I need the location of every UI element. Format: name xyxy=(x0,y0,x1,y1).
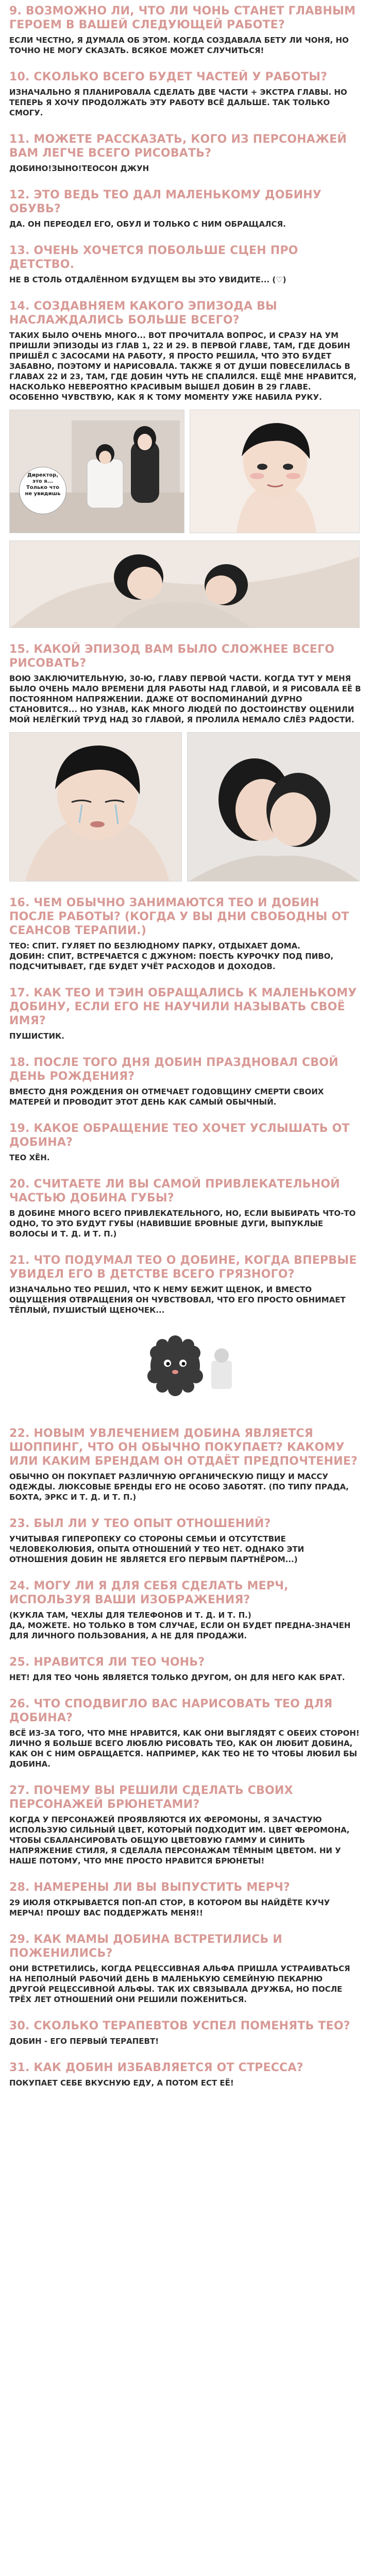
qa-31 xyxy=(9,2061,362,2088)
answer: 29 ИЮЛЯ ОТКРЫВАЕТСЯ ПОП-АП СТОР, В КОТОРОМ ВЫ НАЙДЁТЕ КУЧУ МЕРЧА! ПРОШУ ВАС ПОДДЕРЖАТЬ МЕНЯ!! xyxy=(9,1898,330,1918)
comic-panel-crying xyxy=(9,732,182,882)
comic-panel-kiss xyxy=(187,732,360,882)
qa-15 xyxy=(9,642,362,725)
question: 21. ЧТО ПОДУМАЛ ТЕО О ДОБИНЕ, КОГДА ВПЕРВЫЕ УВИДЕЛ ЕГО В ДЕТСТВЕ ВСЕГО ГРЯЗНОГО? xyxy=(9,1254,357,1281)
question: 9. ВОЗМОЖНО ЛИ, ЧТО ЛИ ЧОНЬ СТАНЕТ ГЛАВНЫМ ГЕРОЕМ В ВАШЕЙ СЛЕДУЮЩЕЙ РАБОТЕ? xyxy=(9,5,356,31)
question: 23. БЫЛ ЛИ У ТЕО ОПЫТ ОТНОШЕНИЙ? xyxy=(9,1517,271,1530)
question: 19. КАКОЕ ОБРАЩЕНИЕ ТЕО ХОЧЕТ УСЛЫШАТЬ ОТ ДОБИНА? xyxy=(9,1122,350,1149)
question: 11. МОЖЕТЕ РАССКАЗАТЬ, КОГО ИЗ ПЕРСОНАЖЕЙ ВАМ ЛЕГЧЕ ВСЕГО РИСОВАТЬ? xyxy=(9,133,347,160)
qa-10 xyxy=(9,70,362,118)
question: 29. КАК МАМЫ ДОБИНА ВСТРЕТИЛИСЬ И ПОЖЕНИЛИСЬ? xyxy=(9,1933,282,1960)
blushing-character-image xyxy=(190,410,360,533)
question: 24. МОГУ ЛИ Я ДЛЯ СЕБЯ СДЕЛАТЬ МЕРЧ, ИСПОЛЬЗУЯ ВАШИ ИЗОБРАЖЕНИЯ? xyxy=(9,1580,289,1606)
qa-18 xyxy=(9,1056,362,1107)
comic-panel-blush xyxy=(190,410,360,533)
question: 16. ЧЕМ ОБЫЧНО ЗАНИМАЮТСЯ ТЕО И ДОБИН ПОСЛЕ РАБОТЫ? (КОГДА У ВЫ ДНИ СВОБОДНЫ ОТ СЕАНСОВ ТЕРАПИИ.) xyxy=(9,896,349,937)
question: 22. НОВЫМ УВЛЕЧЕНИЕМ ДОБИНА ЯВЛЯЕТСЯ ШОППИНГ, ЧТО ОН ОБЫЧНО ПОКУПАЕТ? КАКОМУ ИЛИ КАКИМ БРЕНДАМ ОН ОТДАЁТ ПРЕДПОЧТЕНИЕ? xyxy=(9,1427,358,1468)
question: 20. СЧИТАЕТЕ ЛИ ВЫ САМОЙ ПРИВЛЕКАТЕЛЬНОЙ ЧАСТЬЮ ДОБИНА ГУБЫ? xyxy=(9,1178,340,1205)
answer: ТЕО: СПИТ. ГУЛЯЕТ ПО БЕЗЛЮДНОМУ ПАРКУ, ОТДЫХАЕТ ДОМА. ДОБИН: СПИТ, ВСТРЕЧАЕТСЯ С ДЖУНОМ: ПОЕСТЬ КУРОЧКУ ПОД ПИВО, ПОДСЧИТЫВАЕТ, ГДЕ БУДЕТ УЧЁТ РАСХОДОВ И ДОХОДОВ. xyxy=(9,941,334,971)
answer: ТАКИХ БЫЛО ОЧЕНЬ МНОГО... ВОТ ПРОЧИТАЛА ВОПРОС, И СРАЗУ НА УМ ПРИШЛИ ЭПИЗОДЫ ИЗ ГЛАВ 1, 22 И 29. В ПЕРВОЙ ГЛАВЕ, ТАМ, ГДЕ ДОБИН ПРИШЁЛ С ЗАСОСАМИ НА РАБОТУ, Я ПРОСТО РЕШИЛА, ЧТО ЭТО БУДЕТ ЗАБАВНО, ПОЭТОМУ И НАРИСОВАЛА. ТАКЖЕ Я ОТ ДУШИ ПОВЕСЕЛИЛАСЬ В ГЛАВАХ 22 И 23, ТАМ, ГДЕ ДОБИН ЧУТЬ НЕ СПАЛИЛСЯ. ЕЩЁ МНЕ НРАВИТСЯ, НАСКОЛЬКО НЕВЕРОЯТНО КРАСИВЫМ ВЫШЕЛ ДОБИН В 29 ГЛАВЕ. ОСОБЕННО ЧУВСТВУЮ, КАК Я К ТОМУ МОМЕНТУ УЖЕ НАБИЛА РУКУ. xyxy=(9,331,357,402)
answer: НЕ В СТОЛЬ ОТДАЛЁННОМ БУДУЩЕМ ВЫ ЭТО УВИДИТЕ... (♡) xyxy=(9,275,286,284)
qa-11 xyxy=(9,132,362,174)
answer: ОБЫЧНО ОН ПОКУПАЕТ РАЗЛИЧНУЮ ОРГАНИЧЕСКУЮ ПИЩУ И МАССУ ОДЕЖДЫ. ЛЮКСОВЫЕ БРЕНДЫ ЕГО НЕ ОСОБО ЗАБОТЯТ. (ПО ТИПУ ПРАДА, БОХТА, ЭРКС И Т. Д. И Т. П.) xyxy=(9,1472,349,1502)
qa-19 xyxy=(9,1122,362,1163)
qa-16 xyxy=(9,896,362,972)
comic-panel-office xyxy=(9,410,184,533)
question: 17. КАК ТЕО И ТЭИН ОБРАЩАЛИСЬ К МАЛЕНЬКОМУ ДОБИНУ, ЕСЛИ ЕГО НЕ НАУЧИЛИ НАЗЫВАТЬ СВОЁ ИМЯ? xyxy=(9,987,357,1027)
qa-12 xyxy=(9,188,362,229)
illustration-row-episodes xyxy=(9,410,362,533)
question: 10. СКОЛЬКО ВСЕГО БУДЕТ ЧАСТЕЙ У РАБОТЫ? xyxy=(9,71,328,83)
illustration-row-finale xyxy=(9,732,362,882)
answer: ИЗНАЧАЛЬНО Я ПЛАНИРОВАЛА СДЕЛАТЬ ДВЕ ЧАСТИ + ЭКСТРА ГЛАВЫ. НО ТЕПЕРЬ Я ХОЧУ ПРОДОЛЖАТЬ ЭТУ РАБОТУ ВСЁ ДАЛЬШЕ. ТАК ТОЛЬКО СМОГУ. xyxy=(9,88,347,117)
answer: ТЕО ХЁН. xyxy=(9,1153,50,1162)
illustration-row-episodes-2 xyxy=(9,540,362,628)
answer: КОГДА У ПЕРСОНАЖЕЙ ПРОЯВЛЯЮТСЯ ИХ ФЕРОМОНЫ, Я ЗАЧАСТУЮ ИСПОЛЬЗУЮ СИЛЬНЫЙ ЦВЕТ, КОТОРЫЙ ПОДХОДИТ ИМ. ЦВЕТ ФЕРОМОНА, ЧТОБЫ СБАЛАНСИРОВАТЬ ОБЩУЮ ЦВЕТОВУЮ ГАММУ И СИНИТЬ НАПРЯЖЕНИЕ СТИЛЯ, Я СДЕЛАЛА ПЕРСОНАЖАМ ТЁМНЫМ ЦВЕТОМ. НИ У НАШЕ ПОТОМУ, ЧТО МНЕ ПРОСТО НРАВИТСЯ БРЮНЕТЫ! xyxy=(9,1815,350,1866)
question: 26. ЧТО СПОДВИГЛО ВАС НАРИСОВАТЬ ТЕО ДЛЯ ДОБИНА? xyxy=(9,1698,333,1724)
answer: ИЗНАЧАЛЬНО ТЕО РЕШИЛ, ЧТО К НЕМУ БЕЖИТ ЩЕНОК, И ВМЕСТО ОЩУЩЕНИЯ ОТВРАЩЕНИЯ ОН ЧУВСТВОВАЛ, ЧТО ЕГО ПРОСТО ОБНИМАЕТ ТЁПЛЫЙ, ПУШИСТЫЙ ЩЕНОЧЕК... xyxy=(9,1285,346,1315)
question: 30. СКОЛЬКО ТЕРАПЕВТОВ УСПЕЛ ПОМЕНЯТЬ ТЕО? xyxy=(9,2020,350,2032)
puppy-sticker xyxy=(9,1325,362,1412)
question: 31. КАК ДОБИН ИЗБАВЛЯЕТСЯ ОТ СТРЕССА? xyxy=(9,2061,303,2074)
answer: ДОБИНО!ЗЫНО!ТЕОСОН ДЖУН xyxy=(9,164,149,173)
answer: ВОЮ ЗАКЛЮЧИТЕЛЬНУЮ, 30-Ю, ГЛАВУ ПЕРВОЙ ЧАСТИ. КОГДА ТУТ У МЕНЯ БЫЛО ОЧЕНЬ МАЛО ВРЕМЕНИ ДЛЯ РАБОТЫ НАД ГЛАВОЙ, И Я РИСОВАЛА ЕЁ В ПОСТОЯННОМ НАПРЯЖЕНИИ. ДАЖЕ ОТ ВОСПОМИНАНИЙ ДУРНО СТАНОВИТСЯ... НО УЗНАВ, КАК МНОГО ЛЮДЕЙ ПО ДОСТОИНСТВУ ОЦЕНИЛИ МОЙ НЕЛЁГКИЙ ТРУД НАД 30 ГЛАВОЙ, Я ПРОЛИЛА НЕМАЛО СЛЁЗ РАДОСТИ. xyxy=(9,674,361,724)
question: 27. ПОЧЕМУ ВЫ РЕШИЛИ СДЕЛАТЬ СВОИХ ПЕРСОНАЖЕЙ БРЮНЕТАМИ? xyxy=(9,1784,293,1811)
question: 18. ПОСЛЕ ТОГО ДНЯ ДОБИН ПРАЗДНОВАЛ СВОЙ ДЕНЬ РОЖДЕНИЯ? xyxy=(9,1056,339,1083)
question: 13. ОЧЕНЬ ХОЧЕТСЯ ПОБОЛЬШЕ СЦЕН ПРО ДЕТСТВО. xyxy=(9,244,298,271)
question: 12. ЭТО ВЕДЬ ТЕО ДАЛ МАЛЕНЬКОМУ ДОБИНУ ОБУВЬ? xyxy=(9,189,322,215)
qa-27 xyxy=(9,1784,362,1866)
crying-character-image xyxy=(10,733,182,882)
answer: ОНИ ВСТРЕТИЛИСЬ, КОГДА РЕЦЕССИВНАЯ АЛЬФА ПРИШЛА УСТРАИВАТЬСЯ НА НЕПОЛНЫЙ РАБОЧИЙ ДЕНЬ В МАЛЕНЬКУЮ СЕМЕЙНУЮ ПЕКАРНЮ ДРУГОЙ РЕЦЕССИВНОЙ АЛЬФЫ. ТАК ИХ СВЯЗЫВАЛА ДРУЖБА, НО ПОСЛЕ ТРЁХ ЛЕТ ОТНОШЕНИЙ ОНИ РЕШИЛИ ПОЖЕНИТЬСЯ. xyxy=(9,1964,350,2004)
answer: НЕТ! ДЛЯ ТЕО ЧОНЬ ЯВЛЯЕТСЯ ТОЛЬКО ДРУГОМ, ОН ДЛЯ НЕГО КАК БРАТ. xyxy=(9,1673,345,1682)
qa-21 xyxy=(9,1253,362,1315)
question: 28. НАМЕРЕНЫ ЛИ ВЫ ВЫПУСТИТЬ МЕРЧ? xyxy=(9,1881,290,1894)
kiss-scene-image xyxy=(188,733,360,882)
qa-20 xyxy=(9,1177,362,1239)
qa-26 xyxy=(9,1697,362,1769)
answer: ДОБИН - ЕГО ПЕРВЫЙ ТЕРАПЕВТ! xyxy=(9,2037,159,2046)
qa-14 xyxy=(9,299,362,402)
answer: ВСЁ ИЗ-ЗА ТОГО, ЧТО МНЕ НРАВИТСЯ, КАК ОНИ ВЫГЛЯДЯТ С ОБЕИХ СТОРОН! ЛИЧНО Я БОЛЬШЕ ВСЕГО ЛЮБЛЮ РИСОВАТЬ ТЕО, КАК ОН ЛЮБИТ ДОБИНА, КАК ОН С НИМ ОБРАЩАЕТСЯ. НАПРИМЕР, КАК ТЕО НЕ ТО ЧТОБЫ ЛЮБИЛ БЫ ДОБИНА. xyxy=(9,1728,360,1769)
question: 15. КАКОЙ ЭПИЗОД ВАМ БЫЛО СЛОЖНЕЕ ВСЕГО РИСОВАТЬ? xyxy=(9,643,335,670)
question: 25. НРАВИТСЯ ЛИ ТЕО ЧОНЬ? xyxy=(9,1656,205,1669)
qa-9 xyxy=(9,4,362,56)
speech-bubble: Директор, это я... Только что не увидишь xyxy=(19,467,66,514)
answer: В ДОБИНЕ МНОГО ВСЕГО ПРИВЛЕКАТЕЛЬНОГО, НО, ЕСЛИ ВЫБИРАТЬ ЧТО-ТО ОДНО, ТО ЭТО БУДУТ ГУБЫ (НАВИВШИЕ БРОВНЫЕ ДУГИ, ВЫПУКЛЫЕ ВОЛОСЫ И Т. Д. И Т. П.) xyxy=(9,1209,356,1239)
qa-23 xyxy=(9,1517,362,1565)
question: 14. СОЗДАВНЯЕМ КАКОГО ЭПИЗОДА ВЫ НАСЛАЖДАЛИСЬ БОЛЬШЕ ВСЕГО? xyxy=(9,300,278,327)
qa-25 xyxy=(9,1655,362,1683)
qa-30 xyxy=(9,2019,362,2046)
qa-28 xyxy=(9,1880,362,1918)
embrace-scene-image xyxy=(10,541,360,628)
fluffy-puppy-icon xyxy=(126,1325,245,1412)
answer: ПОКУПАЕТ СЕБЕ ВКУСНУЮ ЕДУ, А ПОТОМ ЕСТ ЕЁ! xyxy=(9,2078,234,2088)
comic-panel-embrace xyxy=(9,540,360,628)
answer: ЕСЛИ ЧЕСТНО, Я ДУМАЛА ОБ ЭТОМ. КОГДА СОЗДАВАЛА БЕТУ ЛИ ЧОНЯ, НО ТОЧНО НЕ МОГУ СКАЗАТЬ. ВСЯКОЕ МОЖЕТ СЛУЧИТЬСЯ! xyxy=(9,36,349,55)
qa-29 xyxy=(9,1933,362,2005)
answer: ВМЕСТО ДНЯ РОЖДЕНИЯ ОН ОТМЕЧАЕТ ГОДОВЩИНУ СМЕРТИ СВОИХ МАТЕРЕЙ И ПРОВОДИТ ЭТОТ ДЕНЬ КАК САМЫЙ ОБЫЧНЫЙ. xyxy=(9,1087,324,1107)
answer: УЧИТЫВАЯ ГИПЕРОПЕКУ СО СТОРОНЫ СЕМЬИ И ОТСУТСТВИЕ ЧЕЛОВЕКОЛЮБИЯ, ОПЫТА ОТНОШЕНИЙ У ТЕО НЕТ. ОДНАКО ЭТИ ОТНОШЕНИЯ ДОБИН НЕ ЯВЛЯЕТСЯ ЕГО ПЕРВЫМ ПАРТНЁРОМ...) xyxy=(9,1534,305,1564)
answer: ПУШИСТИК. xyxy=(9,1031,64,1041)
qa-22 xyxy=(9,1427,362,1502)
qa-24 xyxy=(9,1579,362,1641)
answer: ДА. ОН ПЕРЕОДЕЛ ЕГО, ОБУЛ И ТОЛЬКО С НИМ ОБРАЩАЛСЯ. xyxy=(9,219,286,229)
qa-17 xyxy=(9,986,362,1041)
answer: (КУКЛА ТАМ, ЧЕХЛЫ ДЛЯ ТЕЛЕФОНОВ И Т. Д. И Т. П.) ДА, МОЖЕТЕ. НО ТОЛЬКО В ТОМ СЛУЧАЕ, ЕСЛИ ОН БУДЕТ ПРЕДНА-ЗНАЧЕН ДЛЯ ЛИЧНОГО ПОЛЬЗОВАНИЯ, А НЕ ДЛЯ ПРОДАЖИ. xyxy=(9,1611,351,1640)
qa-13 xyxy=(9,244,362,285)
